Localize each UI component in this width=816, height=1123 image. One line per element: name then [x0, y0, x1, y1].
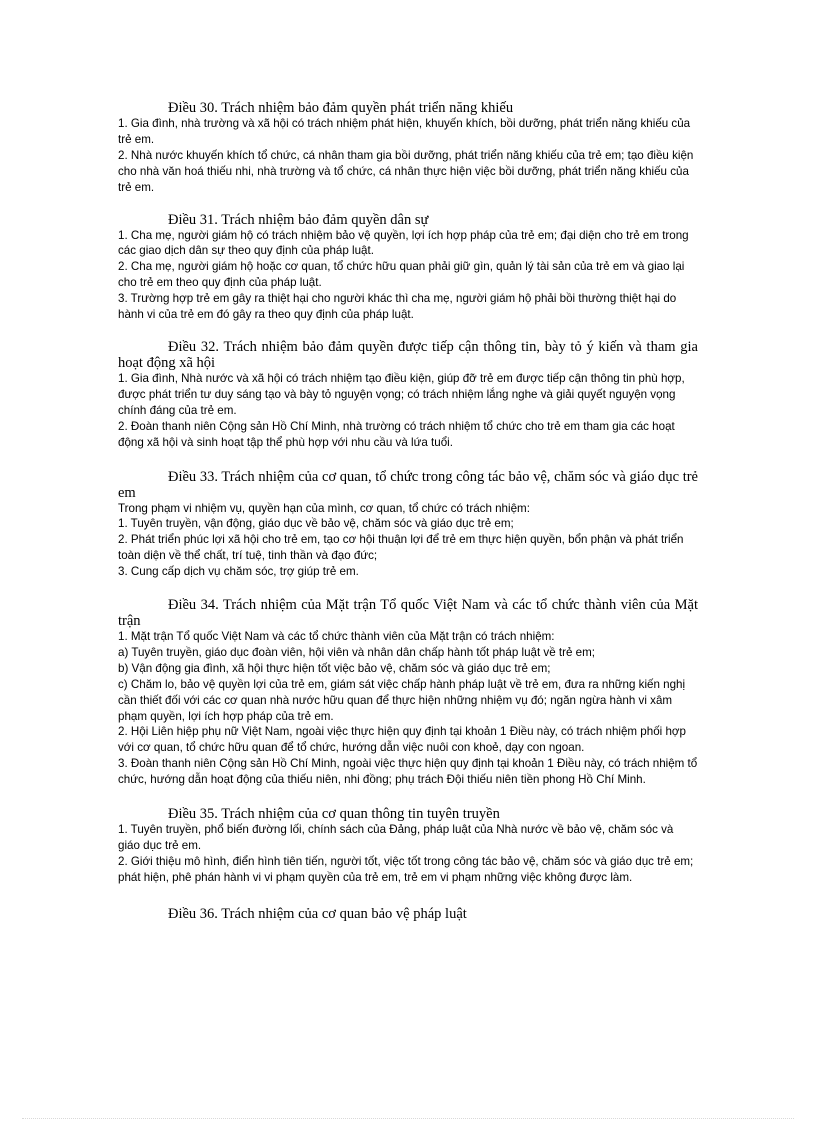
article-paragraph: 1. Gia đình, nhà trường và xã hội có trách nhiệm phát hiện, khuyến khích, bồi dưỡng, phát triển năng khiếu của trẻ em. — [118, 117, 691, 146]
article-heading: Điều 34. Trách nhiệm của Mặt trận Tổ quốc Việt Nam và các tổ chức thành viên của Mặt trận — [118, 597, 698, 630]
article-35 — [118, 806, 698, 886]
article-paragraph: c) Chăm lo, bảo vệ quyền lợi của trẻ em, giám sát việc chấp hành pháp luật về trẻ em, đưa ra những kiến nghị cần thiết đối với các cơ quan nhà nước hữu quan để thực hiện những nhiệm vụ đó; ngăn ngừa hành vi xâm phạm quyền, lợi ích hợp pháp của trẻ em. — [118, 677, 686, 723]
article-paragraph: b) Vận động gia đình, xã hội thực hiện tốt việc bảo vệ, chăm sóc và giáo dục trẻ em; — [118, 661, 551, 675]
article-heading: Điều 35. Trách nhiệm của cơ quan thông tin tuyên truyền — [168, 806, 500, 823]
article-paragraph: 1. Mặt trận Tổ quốc Việt Nam và các tổ chức thành viên của Mặt trận có trách nhiệm: — [118, 630, 555, 644]
article-paragraph: 1. Tuyên truyền, phổ biến đường lối, chính sách của Đảng, pháp luật của Nhà nước về bảo vệ, chăm sóc và giáo dục trẻ em. — [118, 823, 674, 852]
article-heading: Điều 32. Trách nhiệm bảo đảm quyền được tiếp cận thông tin, bày tỏ ý kiến và tham gia hoạt động xã hội — [118, 338, 698, 371]
page-bottom-divider — [22, 1118, 794, 1119]
document-page — [118, 100, 698, 922]
article-36 — [118, 906, 698, 922]
article-paragraph: 1. Gia đình, Nhà nước và xã hội có trách nhiệm tạo điều kiện, giúp đỡ trẻ em được tiếp cận thông tin phù hợp, được phát triển tư duy sáng tạo và bày tỏ nguyện vọng; có trách nhiệm lắng nghe và giải quyết nguyện vọng chính đáng của trẻ em. — [118, 371, 685, 417]
article-paragraph: 1. Cha mẹ, người giám hộ có trách nhiệm bảo vệ quyền, lợi ích hợp pháp của trẻ em; đại diện cho trẻ em trong các giao dịch dân sự theo quy định của pháp luật. — [118, 228, 689, 258]
article-paragraph: 2. Giới thiệu mô hình, điển hình tiên tiến, người tốt, việc tốt trong công tác bảo vệ, chăm sóc và giáo dục trẻ em; phát hiện, phê phán hành vi vi phạm quyền của trẻ em, trẻ em vi phạm những việc không được làm. — [118, 854, 694, 884]
article-paragraph: 3. Đoàn thanh niên Cộng sản Hồ Chí Minh, ngoài việc thực hiện quy định tại khoản 1 Điều này, có trách nhiệm tổ chức, hướng dẫn hoạt động của thiếu niên, nhi đồng; phụ trách Đội thiếu niên tiền phong Hồ Chí Minh. — [118, 757, 698, 787]
article-paragraph: 2. Nhà nước khuyến khích tổ chức, cá nhân tham gia bồi dưỡng, phát triển năng khiếu của trẻ em; tạo điều kiện cho nhà văn hoá thiếu nhi, nhà trường và tổ chức, cá nhân thực hiện việc bồi dưỡng, phát triển năng khiếu của trẻ em. — [118, 148, 694, 194]
article-heading: Điều 31. Trách nhiệm bảo đảm quyền dân sự — [168, 211, 429, 228]
article-30 — [118, 100, 698, 196]
article-paragraph: 2. Hội Liên hiệp phụ nữ Việt Nam, ngoài việc thực hiện quy định tại khoản 1 Điều này, có trách nhiệm phối hợp với cơ quan, tổ chức hữu quan để tổ chức, hướng dẫn việc nuôi con khoẻ, dạy con ngoan. — [118, 725, 686, 755]
article-paragraph: Trong phạm vi nhiệm vụ, quyền hạn của mình, cơ quan, tổ chức có trách nhiệm: — [118, 501, 530, 515]
article-paragraph: a) Tuyên truyền, giáo dục đoàn viên, hội viên và nhân dân chấp hành tốt pháp luật về trẻ em; — [118, 645, 595, 659]
article-32 — [118, 339, 698, 451]
article-paragraph: 2. Phát triển phúc lợi xã hội cho trẻ em, tạo cơ hội thuận lợi để trẻ em thực hiện quyền, bổn phận và phát triển toàn diện về thể chất, trí tuệ, tinh thần và đạo đức; — [118, 533, 684, 563]
article-34 — [118, 597, 698, 788]
article-heading: Điều 33. Trách nhiệm của cơ quan, tổ chức trong công tác bảo vệ, chăm sóc và giáo dục trẻ em — [118, 468, 698, 501]
article-heading: Điều 30. Trách nhiệm bảo đảm quyền phát triển năng khiếu — [168, 100, 514, 116]
article-paragraph: 1. Tuyên truyền, vận động, giáo dục về bảo vệ, chăm sóc và giáo dục trẻ em; — [118, 517, 514, 531]
article-paragraph: 3. Cung cấp dịch vụ chăm sóc, trợ giúp trẻ em. — [118, 565, 359, 579]
article-paragraph: 3. Trường hợp trẻ em gây ra thiệt hại cho người khác thì cha mẹ, người giám hộ phải bồi thường thiệt hại do hành vi của trẻ em đó gây ra theo quy định của pháp luật. — [118, 292, 677, 322]
article-heading: Điều 36. Trách nhiệm của cơ quan bảo vệ pháp luật — [168, 905, 467, 922]
article-paragraph: 2. Đoàn thanh niên Cộng sản Hồ Chí Minh, nhà trường có trách nhiệm tổ chức cho trẻ em tham gia các hoạt động xã hội và sinh hoạt tập thể phù hợp với nhu cầu và lứa tuổi. — [118, 419, 675, 449]
article-paragraph: 2. Cha mẹ, người giám hộ hoặc cơ quan, tổ chức hữu quan phải giữ gìn, quản lý tài sản của trẻ em và giao lại cho trẻ em theo quy định của pháp luật. — [118, 260, 685, 290]
article-31 — [118, 212, 698, 323]
article-33 — [118, 469, 698, 581]
